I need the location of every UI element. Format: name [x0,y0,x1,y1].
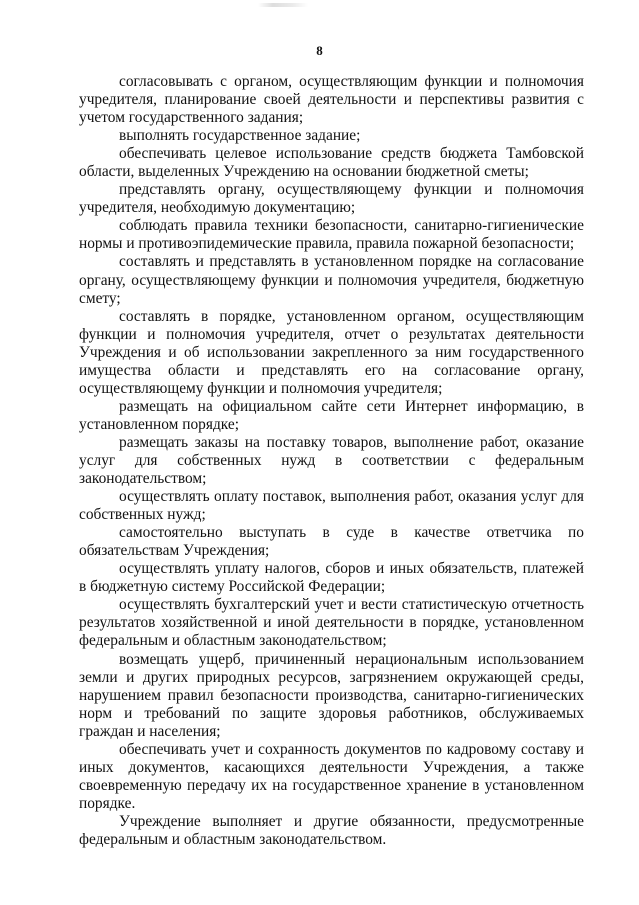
paragraph: размещать на официальном сайте сети Интернет информацию, в установленном порядке; [79,397,584,433]
scan-artifact [258,3,308,7]
paragraph: составлять в порядке, установленном органом, осуществляющим функции и полномочия учредителя, отчет о результатах деятельности Учреждения и об использовании закрепленного за ним государственного имущества области и представлять его на согласование органу, осуществляющему функции и полномочия учредителя; [79,307,584,397]
paragraph: осуществлять бухгалтерский учет и вести статистическую отчетность результатов хозяйственной и иной деятельности в порядке, установленном федеральным и областным законодательством; [79,596,584,650]
paragraph: возмещать ущерб, причиненный нерациональным использованием земли и других природных ресурсов, загрязнением окружающей среды, нарушением правил безопасности производства, санитарно-гигиенических норм и требований по защите здоровья работников, обслуживаемых граждан и населения; [79,650,584,740]
document-body [79,73,584,849]
paragraph: составлять и представлять в установленном порядке на согласование органу, осуществляющему функции и полномочия учредителя, бюджетную смету; [79,253,584,307]
paragraph: выполнять государственное задание; [119,127,361,145]
page-number: 8 [316,43,323,58]
paragraph: обеспечивать целевое использование средств бюджета Тамбовской области, выделенных Учреждению на основании бюджетной сметы; [79,145,584,181]
paragraph: осуществлять оплату поставок, выполнения работ, оказания услуг для собственных нужд; [79,488,584,524]
paragraph: соблюдать правила техники безопасности, санитарно-гигиенические нормы и противоэпидемические правила, правила пожарной безопасности; [79,217,584,253]
paragraph: Учреждение выполняет и другие обязанности, предусмотренные федеральным и областным законодательством. [79,812,584,848]
paragraph: осуществлять уплату налогов, сборов и иных обязательств, платежей в бюджетную систему Российской Федерации; [79,560,584,596]
paragraph: самостоятельно выступать в суде в качестве ответчика по обязательствам Учреждения; [79,524,584,560]
paragraph: обеспечивать учет и сохранность документов по кадровому составу и иных документов, касающихся деятельности Учреждения, а также своевременную передачу их на государственное хранение в установленном порядке. [79,740,584,812]
paragraph: согласовывать с органом, осуществляющим функции и полномочия учредителя, планирование своей деятельности и перспективы развития с учетом государственного задания; [79,73,584,127]
paragraph: размещать заказы на поставку товаров, выполнение работ, оказание услуг для собственных нужд в соответствии с федеральным законодательством; [79,433,584,488]
paragraph: представлять органу, осуществляющему функции и полномочия учредителя, необходимую документацию; [79,181,584,217]
